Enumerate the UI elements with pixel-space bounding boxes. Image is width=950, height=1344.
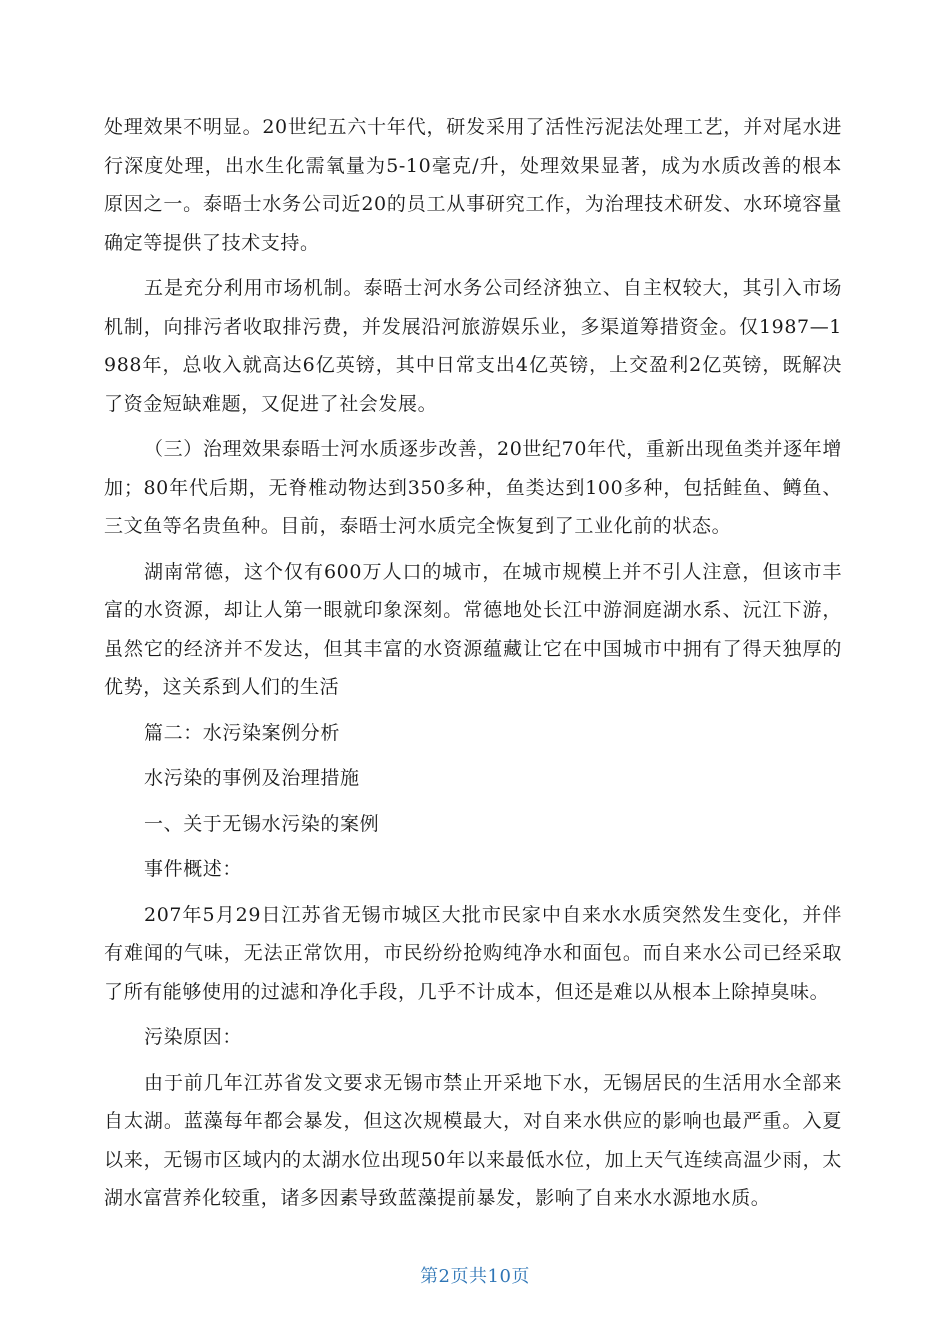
document-body <box>104 108 842 1225</box>
section-subtitle: 水污染的事例及治理措施 <box>144 767 360 789</box>
paragraph-event-overview: 207年5月29日江苏省无锡市城区大批市民家中自来水水质突然发生变化，并伴有难闻的气味，无法正常饮用，市民纷纷抢购纯净水和面包。而自来水公司已经采取了所有能够使用的过滤和净化手段，几乎不计成本，但还是难以从根本上除掉臭味。 <box>104 903 842 1003</box>
paragraph-changde: 湖南常德，这个仅有600万人口的城市，在城市规模上并不引人注意，但该市丰富的水资源，却让人第一眼就印象深刻。常德地处长江中游洞庭湖水系、沅江下游，虽然它的经济并不发达，但其丰富的水资源蕴藏让它在中国城市中拥有了得天独厚的优势，这关系到人们的生活 <box>104 560 842 698</box>
paragraph-treatment-effect: 处理效果不明显。20世纪五六十年代，研发采用了活性污泥法处理工艺，并对尾水进行深度处理，出水生化需氧量为5-10毫克/升，处理效果显著，成为水质改善的根本原因之一。泰晤士水务公司近20的员工从事研究工作，为治理技术研发、水环境容量确定等提供了技术支持。 <box>104 116 842 254</box>
section-title-part-two: 篇二：水污染案例分析 <box>144 721 341 744</box>
paragraph-governance-result: （三）治理效果泰晤士河水质逐步改善，20世纪70年代，重新出现鱼类并逐年增加；80年代后期，无脊椎动物达到350多种，鱼类达到100多种，包括鲑鱼、鳟鱼、三文鱼等名贵鱼种。目前，泰晤士河水质完全恢复到了工业化前的状态。 <box>104 438 842 537</box>
label-event-overview: 事件概述： <box>144 858 243 880</box>
label-pollution-cause: 污染原因： <box>144 1026 243 1048</box>
paragraph-market-mechanism: 五是充分利用市场机制。泰晤士河水务公司经济独立、自主权较大，其引入市场机制，向排污者收取排污费，并发展沿河旅游娱乐业，多渠道筹措资金。仅1987—1988年，总收入就高达6亿英镑，其中日常支出4亿英镑，上交盈利2亿英镑，既解决了资金短缺难题，又促进了社会发展。 <box>104 277 842 415</box>
section-heading-wuxi-case: 一、关于无锡水污染的案例 <box>144 812 380 835</box>
paragraph-pollution-cause: 由于前几年江苏省发文要求无锡市禁止开采地下水，无锡居民的生活用水全部来自太湖。蓝藻每年都会暴发，但这次规模最大，对自来水供应的影响也最严重。入夏以来，无锡市区域内的太湖水位出现50年以来最低水位，加上天气连续高温少雨，太湖水富营养化较重，诸多因素导致蓝藻提前暴发，影响了自来水水源地水质。 <box>104 1071 842 1209</box>
page-number-footer: 第2页共10页 <box>420 1266 530 1287</box>
